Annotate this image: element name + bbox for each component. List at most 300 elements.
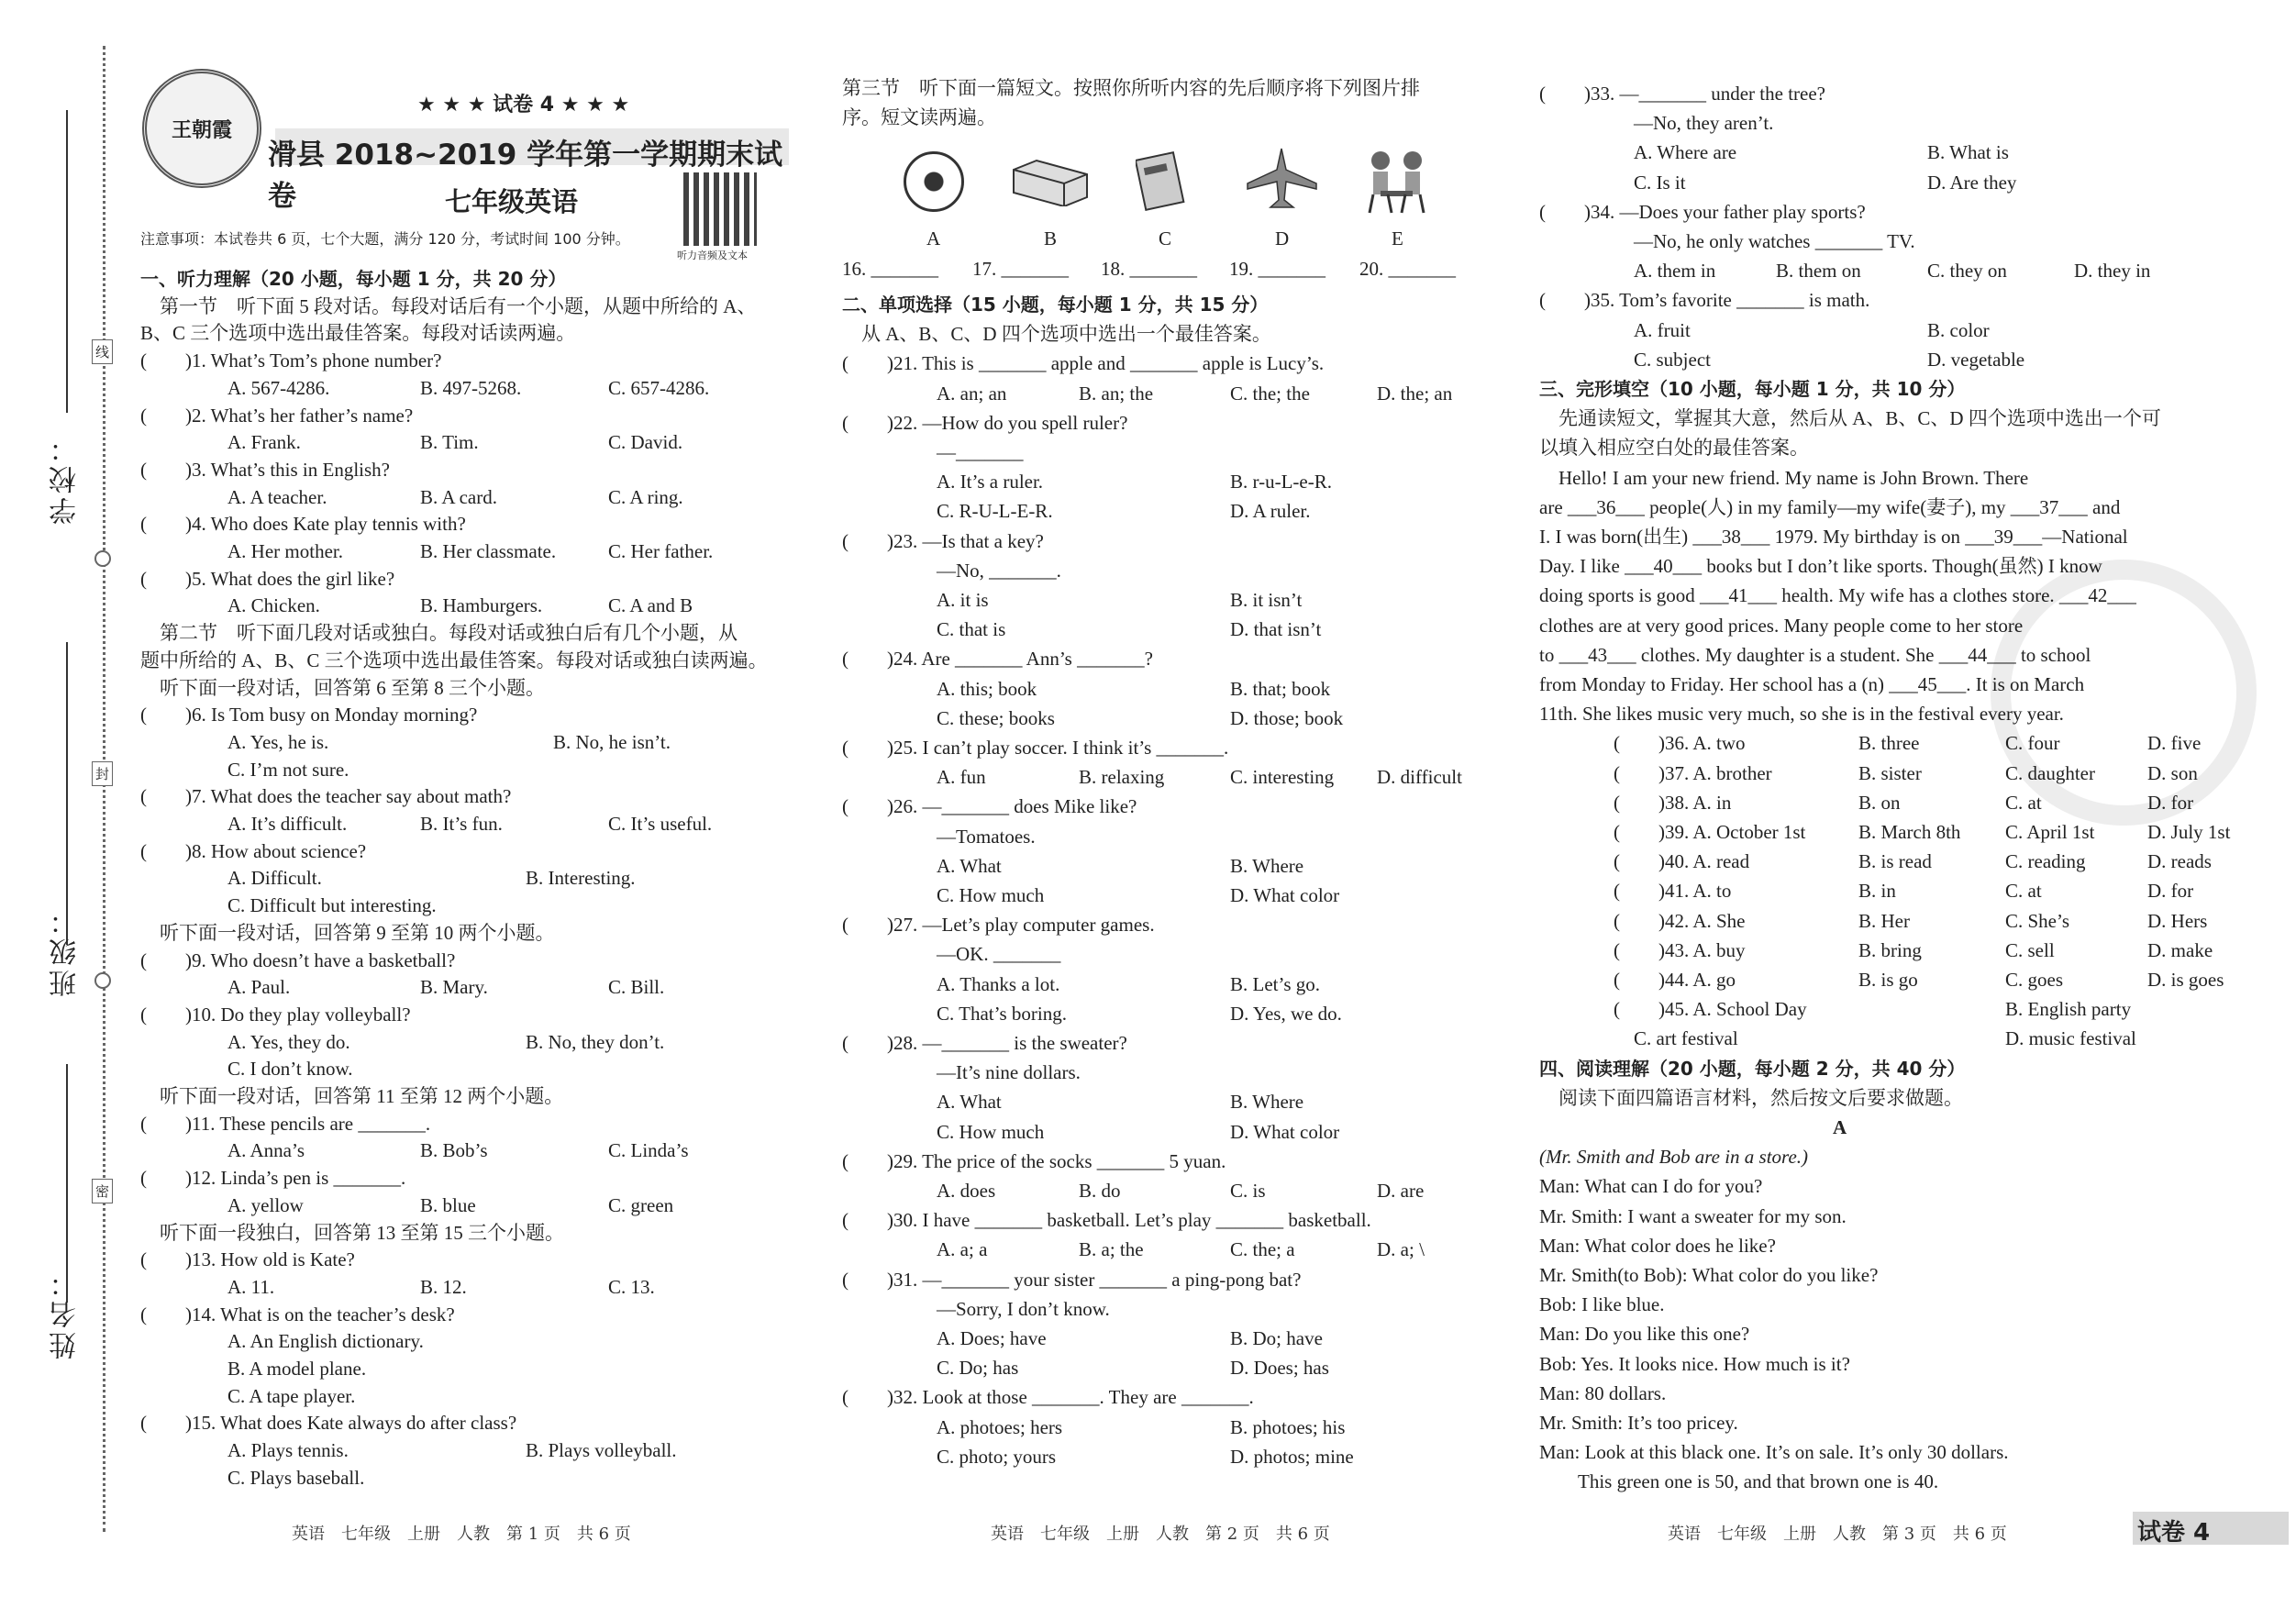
option-text: B. is read	[1858, 850, 1932, 873]
text-line	[1539, 317, 2181, 347]
question-text: ( )33. —_______ under the tree?	[1539, 83, 1825, 105]
option-text: B. Where	[1230, 1091, 1304, 1114]
option-text: D. those; book	[1230, 706, 1344, 729]
question-text: ( )12. Linda’s pen is _______.	[140, 1167, 406, 1190]
school-underline	[66, 110, 68, 413]
question-text: Man: What color does he like?	[1539, 1234, 1776, 1257]
text-line	[842, 381, 1484, 410]
option-text: D. vegetable	[1927, 348, 2025, 371]
option-text: C. at	[2005, 880, 2042, 903]
text-line	[842, 1444, 1484, 1473]
option-text: C. Bill.	[608, 976, 665, 999]
question-text: 从 A、B、C、D 四个选项中选出一个最佳答案。	[842, 323, 1271, 346]
name-label: 姓名：	[50, 1266, 82, 1359]
question-text: ( )4. Who does Kate play tennis with?	[140, 513, 466, 536]
text-line	[842, 350, 1484, 380]
option-text: —Tomatoes.	[937, 825, 1036, 848]
option-text: B. Bob’s	[420, 1139, 488, 1162]
question-text: ( )29. The price of the socks _______ 5 yuan.	[842, 1149, 1226, 1172]
text-line	[842, 1148, 1484, 1178]
text-line	[1539, 139, 2181, 169]
text-line	[1539, 524, 2181, 553]
question-text: Man: What can I do for you?	[1539, 1175, 1763, 1198]
text-line	[140, 893, 782, 920]
question-text: 11th. She likes music very much, so she is in the festival every year.	[1539, 703, 2064, 726]
text-line	[1539, 1292, 2181, 1321]
question-text: ( )31. —_______ your sister _______ a ping-pong bat?	[842, 1268, 1302, 1291]
option-text: A. does	[937, 1180, 996, 1202]
option-text: B. A card.	[420, 485, 497, 508]
option-text: C. these; books	[937, 706, 1055, 729]
text-line	[1539, 1173, 2181, 1203]
option-text: D. is goes	[2147, 969, 2224, 991]
text-line	[140, 538, 782, 566]
text-line	[140, 1302, 782, 1329]
text-line	[140, 920, 782, 948]
question-text: ( )10. Do they play volleyball?	[140, 1003, 411, 1026]
option-text: D. Hers	[2147, 909, 2208, 932]
text-line	[842, 1089, 1484, 1118]
option-text: A. It’s difficult.	[227, 813, 348, 835]
text-line	[842, 1059, 1484, 1089]
answer-blank-18[interactable]: 18. _______	[1101, 258, 1197, 280]
option-text: D. What color	[1230, 884, 1340, 906]
question-text: 第一节 听下面 5 段对话。每段对话后有一个小题，从题中所给的 A、	[140, 294, 757, 317]
question-text: 题中所给的 A、B、C 三个选项中选出最佳答案。每段对话或独白读两遍。	[140, 649, 768, 671]
text-line	[842, 469, 1484, 498]
text-line	[140, 974, 782, 1002]
text-line	[140, 838, 782, 866]
text-line	[140, 1410, 782, 1437]
option-text: C. R-U-L-E-R.	[937, 500, 1053, 523]
option-text: D. A ruler.	[1230, 500, 1311, 523]
option-text: D. difficult	[1377, 766, 1462, 789]
option-text: ( )39. A. October 1st	[1614, 821, 1806, 843]
option-text: D. son	[2147, 761, 2198, 784]
question-text: 先通读短文，掌握其大意，然后从 A、B、C、D 四个选项中选出一个可	[1539, 407, 2161, 430]
option-text: C. That’s boring.	[937, 1002, 1067, 1025]
logo-text: 王朝霞	[171, 118, 232, 142]
option-text: C. reading	[2005, 850, 2086, 873]
option-text: C. 13.	[608, 1275, 655, 1298]
text-line	[140, 1247, 782, 1274]
option-text: B. on	[1858, 791, 1901, 814]
text-line	[842, 1414, 1484, 1444]
option-text: A. yellow	[227, 1193, 304, 1216]
question-text: A	[1833, 1116, 1847, 1138]
option-text: C. A tape player.	[227, 1384, 356, 1407]
text-line	[842, 853, 1484, 882]
option-text: B. 497-5268.	[420, 376, 522, 399]
option-text: —No, they aren’t.	[1634, 112, 1774, 135]
option-text: B. r-u-L-e-R.	[1230, 471, 1332, 494]
text-line	[842, 587, 1484, 616]
text-line	[842, 793, 1484, 823]
option-text: —OK. _______	[937, 943, 1061, 966]
text-line	[1539, 435, 2181, 464]
option-text: B. them on	[1776, 260, 1861, 283]
option-text: C. I’m not sure.	[227, 758, 349, 781]
text-line	[1539, 1381, 2181, 1410]
text-line	[1539, 287, 2181, 316]
option-text: D. Are they	[1927, 171, 2017, 194]
option-text: B. sister	[1858, 761, 1922, 784]
option-text: B. that; book	[1230, 677, 1331, 700]
option-text: C. Is it	[1634, 171, 1686, 194]
question-text: are ___36___ people(人) in my family—my wife(妻子), my ___37___ and	[1539, 495, 2121, 518]
binding-hole-icon	[94, 972, 111, 989]
option-text: D. Yes, we do.	[1230, 1002, 1342, 1025]
text-line	[842, 616, 1484, 646]
question-text: doing sports is good ___41___ health. My wife has a clothes store. ___42___	[1539, 584, 2136, 607]
question-text: ( )22. —How do you spell ruler?	[842, 411, 1128, 434]
text-line	[1539, 1351, 2181, 1381]
option-text: A. 11.	[227, 1275, 275, 1298]
binding-mark-mi: 密	[92, 1179, 113, 1203]
text-line	[140, 1192, 782, 1220]
question-text: ( )11. These pencils are _______.	[140, 1112, 431, 1135]
text-line	[842, 735, 1484, 764]
text-line	[140, 865, 782, 893]
text-line	[842, 676, 1484, 705]
option-text: B. Let’s go.	[1230, 972, 1320, 995]
option-text: B. 12.	[420, 1275, 467, 1298]
question-text: 听下面一段对话，回答第 9 至第 10 两个小题。	[140, 921, 555, 944]
question-text: 阅读下面四篇语言材料，然后按文后要求做题。	[1539, 1086, 1963, 1109]
option-text: B. an; the	[1079, 382, 1154, 405]
option-text: A. Where are	[1634, 141, 1737, 164]
answer-blank-19[interactable]: 19. _______	[1229, 258, 1325, 280]
option-text: B. A model plane.	[227, 1358, 367, 1380]
text-line	[1539, 110, 2181, 139]
class-underline	[66, 642, 68, 945]
text-line	[842, 528, 1484, 558]
text-line	[842, 882, 1484, 912]
text-line	[1539, 878, 2194, 907]
text-line	[842, 705, 1484, 735]
option-text: ( )37. A. brother	[1614, 761, 1772, 784]
class-label: 班级：	[50, 904, 82, 997]
option-text: A. 567-4286.	[227, 376, 330, 399]
option-text: A. What	[937, 1091, 1002, 1114]
question-text: (Mr. Smith and Bob are in a store.)	[1539, 1146, 1809, 1169]
text-line	[140, 1111, 782, 1138]
bed-icon	[1009, 156, 1092, 206]
text-line	[140, 320, 782, 348]
text-line	[842, 1119, 1484, 1148]
option-text: B. English party	[2005, 998, 2132, 1021]
option-text: —No, he only watches _______ TV.	[1634, 230, 1915, 252]
option-text: ( )36. A. two	[1614, 732, 1746, 755]
question-text: ( )23. —Is that a key?	[842, 529, 1044, 552]
option-text: B. in	[1858, 880, 1896, 903]
option-text: C. David.	[608, 431, 683, 454]
text-line	[1539, 199, 2181, 228]
text-line	[842, 1207, 1484, 1237]
book-icon	[1136, 151, 1186, 211]
option-text: B. What is	[1927, 141, 2009, 164]
text-line	[1539, 1262, 2181, 1292]
text-line	[1539, 258, 2181, 287]
text-line	[140, 348, 782, 375]
text-line	[842, 824, 1484, 853]
option-text: D. July 1st	[2147, 821, 2231, 843]
option-text: A. an; an	[937, 382, 1007, 405]
footer-page-1: 英语 七年级 上册 人教 第 1 页 共 6 页	[292, 1525, 631, 1544]
text-line	[1539, 465, 2181, 494]
option-text: A. Paul.	[227, 976, 291, 999]
text-line	[140, 1056, 782, 1083]
text-line	[1539, 1026, 2181, 1055]
option-text: C. I don’t know.	[227, 1058, 353, 1081]
text-line	[1539, 848, 2212, 878]
option-text: C. sell	[2005, 938, 2055, 961]
question-text: B、C 三个选项中选出最佳答案。每段对话读两遍。	[140, 322, 576, 345]
subject-title: 七年级英语	[445, 186, 579, 217]
binding-dotted-line	[103, 46, 105, 1532]
text-line	[842, 558, 1484, 587]
question-text: Man: Look at this black one. It’s on sale. It’s only 30 dollars.	[1539, 1441, 2009, 1464]
exam-title: 滑县 2018~2019 学年第一学期期末试卷	[268, 139, 783, 213]
picture-label-c: C	[1159, 227, 1172, 250]
option-text: B. bring	[1858, 938, 1922, 961]
option-text: D. make	[2147, 938, 2213, 961]
question-text: ( )32. Look at those _______. They are _______.	[842, 1386, 1254, 1409]
text-line	[140, 566, 782, 593]
question-text: ( )5. What does the girl like?	[140, 567, 395, 590]
question-text: ( )14. What is on the teacher’s desk?	[140, 1303, 455, 1325]
text-line	[1539, 405, 2181, 435]
logo-icon	[142, 69, 261, 188]
option-text: B. is go	[1858, 969, 1918, 991]
text-line	[1539, 494, 2181, 524]
option-text: B. it isn’t	[1230, 589, 1303, 611]
option-text: A. What	[937, 854, 1002, 877]
text-line	[1539, 996, 2181, 1026]
option-text: A. a; a	[937, 1238, 988, 1261]
option-text: C. A ring.	[608, 485, 683, 508]
text-line	[1539, 967, 2224, 996]
option-text: —Sorry, I don’t know.	[937, 1297, 1110, 1320]
option-text: C. How much	[937, 1120, 1045, 1143]
text-line	[140, 1274, 782, 1302]
option-text: B. Interesting.	[526, 867, 636, 890]
airplane-icon	[1243, 147, 1321, 211]
option-text: C. Difficult but interesting.	[227, 894, 437, 917]
text-line	[842, 646, 1484, 675]
question-text: ( )15. What does Kate always do after class?	[140, 1412, 517, 1435]
option-text: B. relaxing	[1079, 766, 1165, 789]
text-line	[842, 1001, 1484, 1030]
question-text: Bob: I like blue.	[1539, 1293, 1665, 1316]
question-text: ( )8. How about science?	[140, 839, 367, 862]
question-text: Mr. Smith(to Bob): What color do you like?	[1539, 1264, 1879, 1286]
picture-label-a: A	[926, 227, 941, 250]
text-line	[842, 764, 1484, 793]
question-text: from Monday to Friday. Her school has a (n) ___45___. It is on March	[1539, 673, 2085, 695]
option-text: C. Do; has	[937, 1357, 1019, 1380]
text-line	[140, 620, 782, 648]
option-text: B. Plays volleyball.	[526, 1439, 677, 1462]
text-line	[140, 1002, 782, 1029]
option-text: ( )41. A. to	[1614, 880, 1732, 903]
option-text: B. photoes; his	[1230, 1415, 1346, 1438]
question-text: 第二节 听下面几段对话或独白。每段对话或独白后有几个小题，从	[140, 622, 738, 645]
text-line	[1539, 347, 2181, 376]
picture-label-d: D	[1275, 227, 1290, 250]
option-text: ( )44. A. go	[1614, 969, 1736, 991]
option-text: D. What color	[1230, 1120, 1340, 1143]
text-line	[1539, 937, 2213, 967]
text-line	[140, 783, 782, 811]
question-text: Mr. Smith: I want a sweater for my son.	[1539, 1204, 1847, 1227]
option-text: C. A and B	[608, 594, 693, 617]
binding-mark-seal: 封	[92, 761, 113, 786]
text-line	[140, 811, 782, 838]
option-text: B. No, he isn’t.	[553, 730, 671, 753]
question-text: ( )2. What’s her father’s name?	[140, 404, 414, 427]
option-text: B. three	[1858, 732, 1920, 755]
text-line	[140, 1029, 782, 1057]
text-line	[1539, 376, 2181, 405]
option-text: C. April 1st	[2005, 821, 2095, 843]
option-text: D. reads	[2147, 850, 2212, 873]
option-text: A. Plays tennis.	[227, 1439, 349, 1462]
option-text: C. Plays baseball.	[227, 1466, 365, 1489]
option-text: —No, _______.	[937, 559, 1061, 582]
question-text: Man: 80 dollars.	[1539, 1381, 1667, 1404]
soccer-ball-icon	[904, 151, 964, 212]
option-text: C. the; a	[1230, 1238, 1295, 1261]
text-line	[140, 1437, 782, 1465]
text-line	[140, 702, 782, 729]
option-text: B. Her classmate.	[420, 540, 557, 562]
option-text: A. Chicken.	[227, 594, 320, 617]
option-text: B. blue	[420, 1193, 476, 1216]
option-text: A. this; book	[937, 677, 1037, 700]
option-text: C. the; the	[1230, 382, 1310, 405]
question-text: 以填入相应空白处的最佳答案。	[1539, 437, 1809, 460]
text-line	[842, 410, 1484, 439]
option-text: B. March 8th	[1858, 821, 1961, 843]
question-text: Bob: Yes. It looks nice. How much is it?	[1539, 1352, 1850, 1375]
binding-hole-icon	[94, 550, 111, 567]
option-text: ( )38. A. in	[1614, 791, 1732, 814]
text-line	[140, 375, 782, 403]
option-text: D. for	[2147, 880, 2194, 903]
option-text: A. Frank.	[227, 431, 301, 454]
footer-page-2: 英语 七年级 上册 人教 第 2 页 共 6 页	[991, 1525, 1330, 1544]
question-text: 听下面一段独白，回答第 13 至第 15 三个小题。	[140, 1221, 564, 1244]
option-text: B. a; the	[1079, 1238, 1144, 1261]
watermark-seal-icon	[1991, 560, 2257, 826]
text-line	[140, 1465, 782, 1492]
text-line	[1539, 1233, 2181, 1262]
question-text: ( )25. I can’t play soccer. I think it’s _______.	[842, 737, 1229, 759]
option-text: C. subject	[1634, 348, 1711, 371]
option-text: —It’s nine dollars.	[937, 1061, 1081, 1084]
text-line	[140, 266, 782, 294]
text-line	[842, 912, 1484, 941]
question-text: ( )3. What’s this in English?	[140, 458, 391, 481]
text-line	[140, 757, 782, 784]
option-text: C. photo; yours	[937, 1445, 1057, 1468]
qr-code-icon	[683, 172, 757, 246]
text-line	[140, 294, 782, 321]
option-text: C. Linda’s	[608, 1139, 689, 1162]
option-text: ( )45. A. School Day	[1614, 998, 1807, 1021]
option-text: C. goes	[2005, 969, 2063, 991]
text-line	[140, 1165, 782, 1192]
option-text: —_______	[937, 441, 1024, 463]
section-heading: 三、完形填空（10 小题，每小题 1 分，共 10 分）	[1539, 378, 1966, 400]
option-text: C. at	[2005, 791, 2042, 814]
question-text: ( )27. —Let’s play computer games.	[842, 914, 1155, 937]
option-text: B. Her	[1858, 909, 1910, 932]
option-text: D. they in	[2074, 260, 2151, 283]
answer-blank-17[interactable]: 17. _______	[972, 258, 1069, 280]
option-text: C. Her father.	[608, 540, 714, 562]
text-line	[140, 403, 782, 430]
option-text: C. daughter	[2005, 761, 2095, 784]
option-text: A. Thanks a lot.	[937, 972, 1060, 995]
option-text: A. Yes, he is.	[227, 730, 329, 753]
text-line	[1539, 1203, 2181, 1233]
option-text: A. them in	[1634, 260, 1716, 283]
text-line	[1539, 1469, 2181, 1498]
exam-notice: 注意事项：本试卷共 6 页，七个大题，满分 120 分，考试时间 100 分钟。	[140, 230, 630, 248]
question-text: clothes are at very good prices. Many people come to her store	[1539, 614, 2024, 637]
text-line	[842, 1325, 1484, 1355]
text-line	[842, 1237, 1484, 1266]
option-text: B. do	[1079, 1180, 1121, 1202]
answer-blank-20[interactable]: 20. _______	[1359, 258, 1456, 280]
option-text: A. it is	[937, 589, 989, 611]
option-text: C. It’s useful.	[608, 813, 713, 835]
question-text: ( )21. This is _______ apple and _______ apple is Lucy’s.	[842, 352, 1325, 375]
listening-section-3-intro	[842, 73, 1503, 132]
question-text: This green one is 50, and that brown one is 40.	[1539, 1470, 1939, 1493]
option-text: C. interesting	[1230, 766, 1335, 789]
section-heading: 四、阅读理解（20 小题，每小题 2 分，共 40 分）	[1539, 1057, 1966, 1080]
text-line	[842, 321, 1484, 350]
text-line	[842, 1267, 1484, 1296]
footer-tag: 试卷 4	[2137, 1519, 2211, 1547]
option-text: D. that isn’t	[1230, 618, 1322, 641]
section-heading: 二、单项选择（15 小题，每小题 1 分，共 15 分）	[842, 294, 1269, 316]
option-text: ( )43. A. buy	[1614, 938, 1746, 961]
option-text: C. art festival	[1634, 1027, 1738, 1050]
option-text: B. Tim.	[420, 431, 479, 454]
answer-blank-16[interactable]: 16. _______	[842, 258, 938, 280]
question-text: ( )35. Tom’s favorite _______ is math.	[1539, 289, 1870, 312]
text-line	[140, 729, 782, 757]
text-line	[140, 948, 782, 975]
option-text: B. It’s fun.	[420, 813, 503, 835]
section-heading: 一、听力理解（20 小题，每小题 1 分，共 20 分）	[140, 268, 567, 290]
text-line	[842, 971, 1484, 1001]
text-line	[140, 1356, 782, 1383]
text-line	[842, 1178, 1484, 1207]
option-text: C. is	[1230, 1180, 1266, 1202]
text-line	[140, 1220, 782, 1248]
question-text: Mr. Smith: It’s too pricey.	[1539, 1412, 1738, 1434]
option-text: D. a; \	[1377, 1238, 1425, 1261]
question-text: I. I was born(出生) ___38___ 1979. My birthday is on ___39___—National	[1539, 526, 2128, 548]
binding-mark-line: 线	[92, 339, 113, 364]
question-text: Hello! I am your new friend. My name is John Brown. There	[1539, 466, 2029, 489]
text-line	[1539, 819, 2231, 848]
